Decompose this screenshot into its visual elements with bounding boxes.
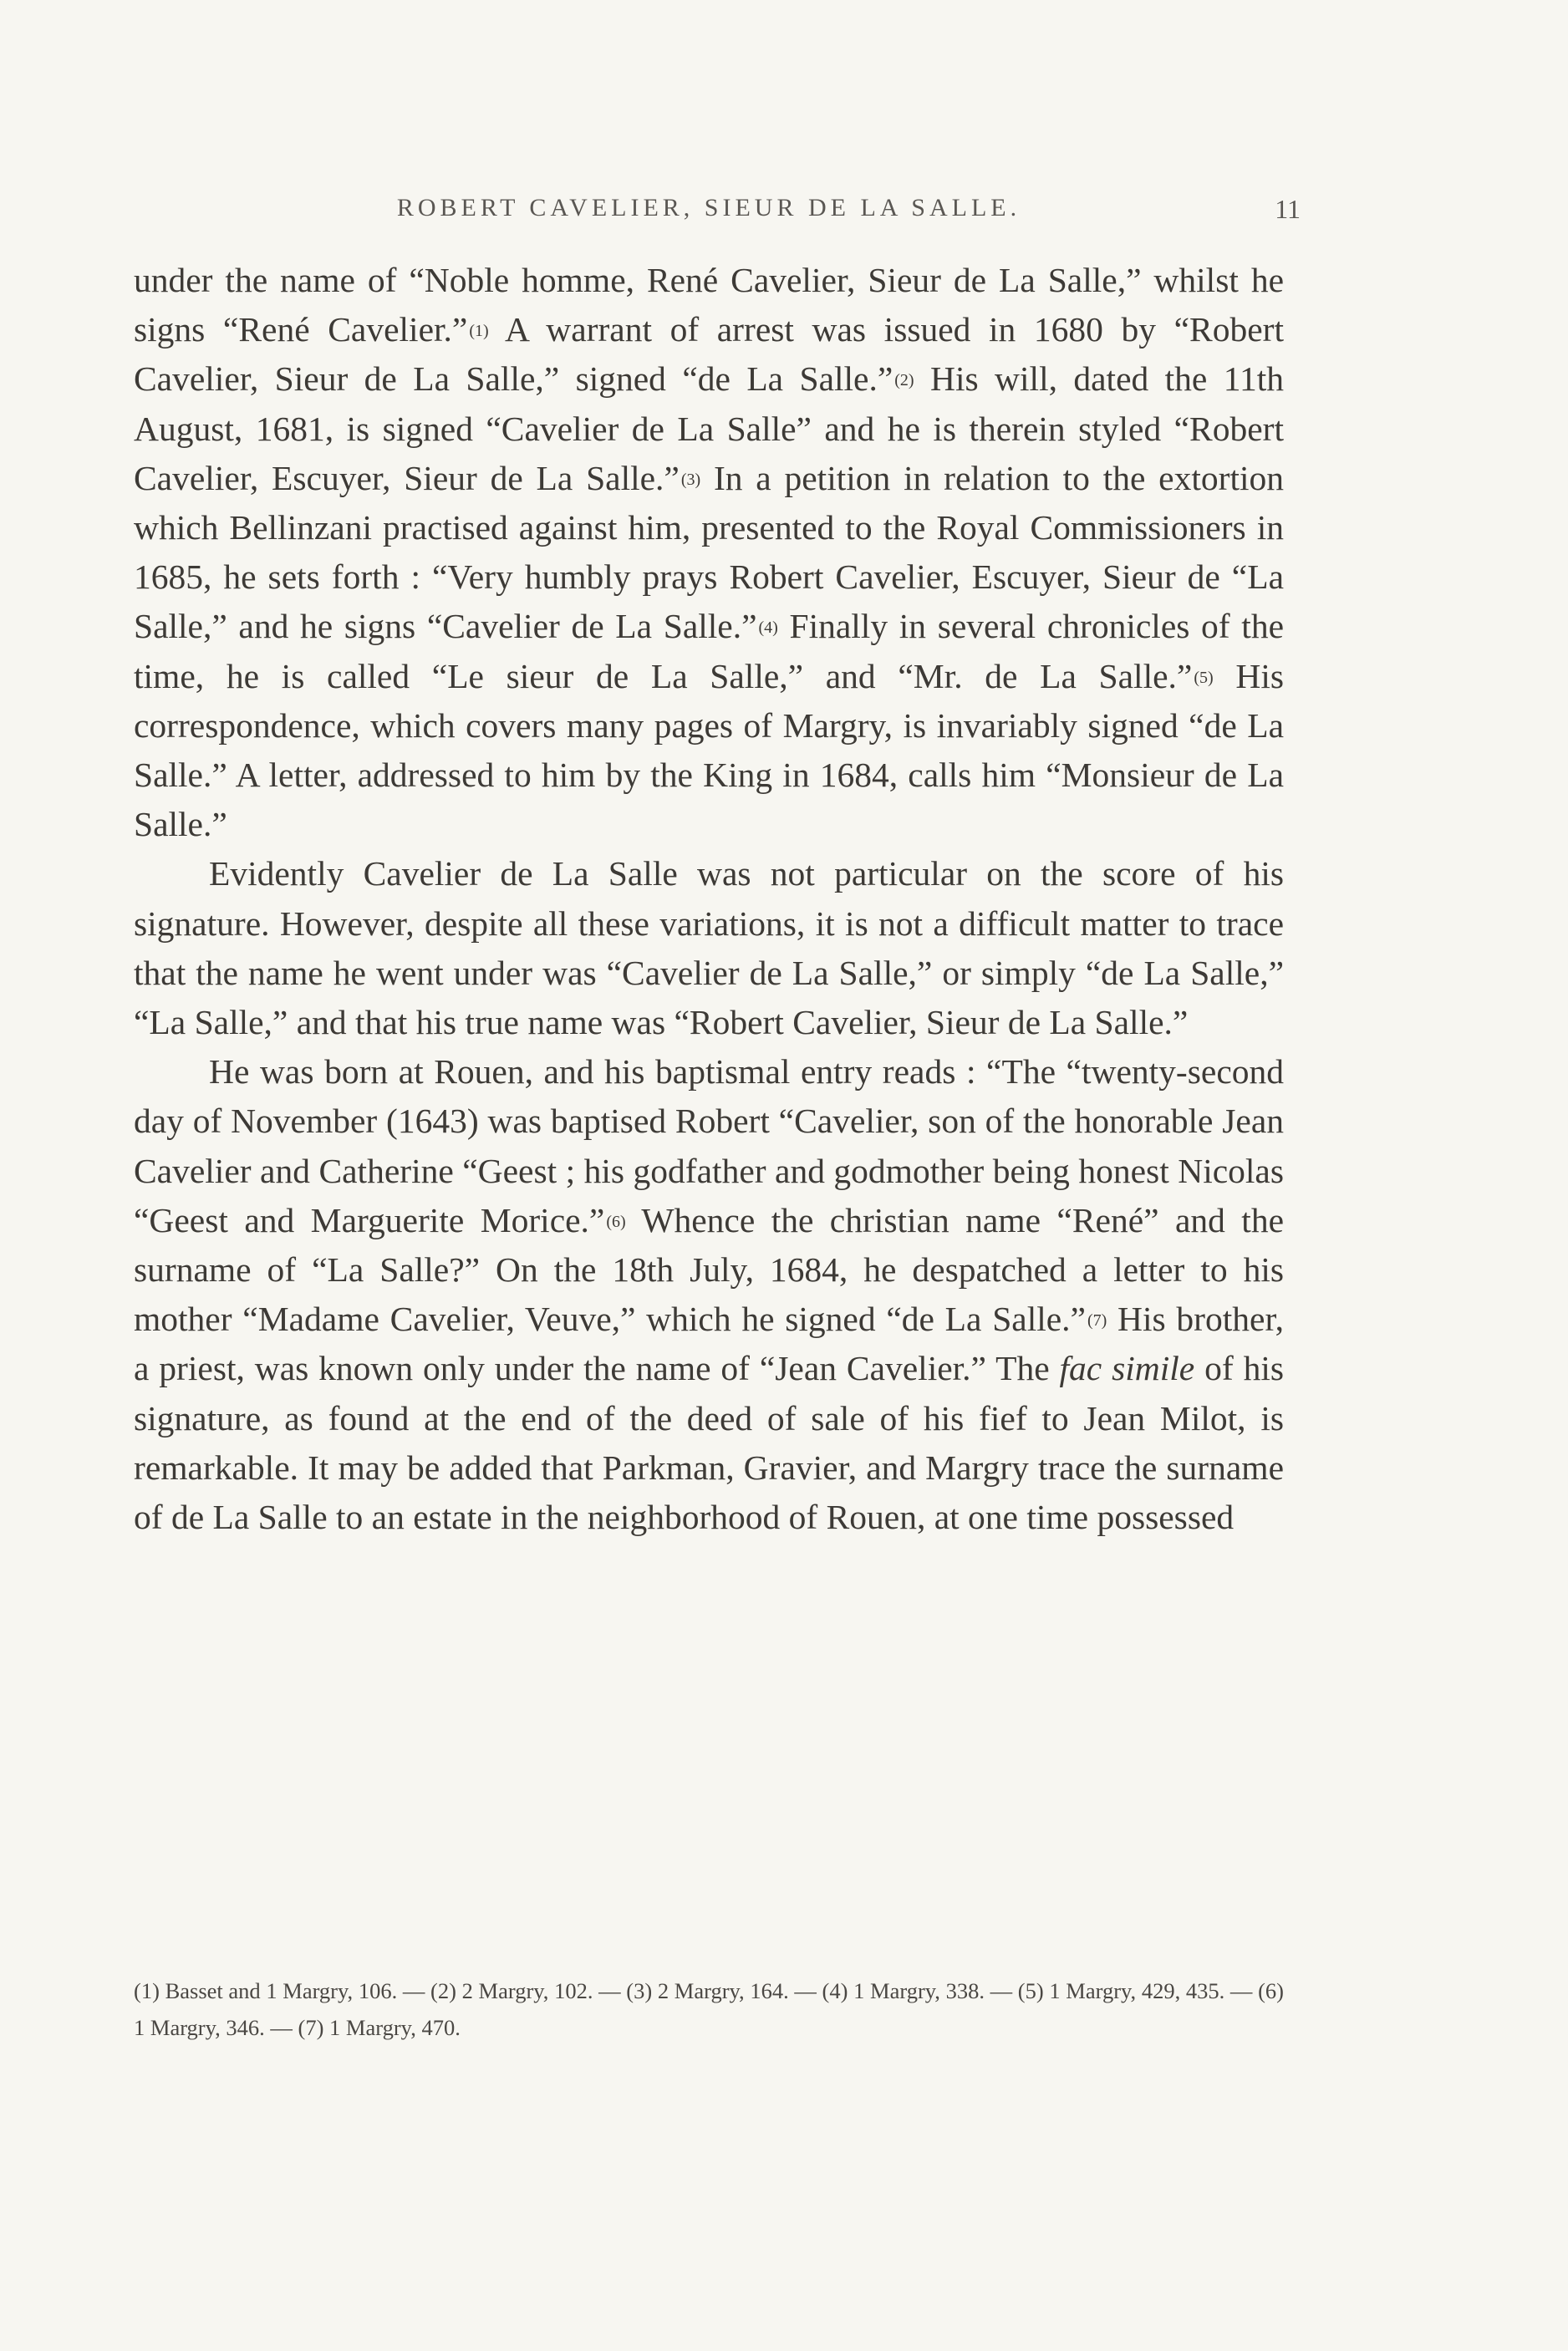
body-text	[134, 256, 1284, 1542]
paragraph-1: under the name of “Noble homme, René Cavelier, Sieur de La Salle,” whilst he signs “René Cavelier.” $^{(1)}$ A warrant of arrest was issued in 1680 by “Robert Cavelier, Sieur de La Salle,” signed “de La Salle.” $^{(2)}$ His will, dated the 11th August, 1681, is signed “Cavelier de La Salle” and he is therein styled “Robert Cavelier, Escuyer, Sieur de La Salle.” $^{(3)}$ In a petition in relation to the extortion which Bellinzani practised against him, presented to the Royal Commissioners in 1685, he sets forth : “Very humbly prays Robert Cavelier, Escuyer, Sieur de “La Salle,” and he signs “Cavelier de La Salle.” $^{(4)}$ Finally in several chronicles of the time, he is called “Le sieur de La Salle,” and “Mr. de La Salle.” $^{(5)}$ His correspondence, which covers many pages of Margry, is invariably signed “de La Salle.” A letter, addressed to him by the King in 1684, calls him “Monsieur de La Salle.”	[134, 261, 1285, 844]
page-number: 11	[1275, 194, 1301, 224]
running-head	[134, 194, 1301, 227]
italic-text: fac simile	[1059, 1349, 1195, 1388]
footnote-ref: (2)	[894, 371, 914, 390]
running-title: ROBERT CAVELIER, SIEUR DE LA SALLE.	[396, 194, 1021, 221]
footnote-ref: (5)	[1194, 668, 1214, 687]
footnote-ref: (1)	[469, 322, 489, 341]
paragraph-2: Evidently Cavelier de La Salle was not particular on the score of his signature. However, despite all these variations, it is not a difficult matter to trace that the name he went under was “Cavelier de La Salle,” or simply “de La Salle,” “La Salle,” and that his true name was “Robert Cavelier, Sieur de La Salle.”	[134, 854, 1284, 1042]
footnote-ref: (3)	[680, 470, 701, 489]
footnote-ref: (7)	[1087, 1311, 1107, 1331]
footnote-ref: (6)	[606, 1212, 626, 1231]
footnotes: (1) Basset and 1 Margry, 106. — (2) 2 Margry, 102. — (3) 2 Margry, 164. — (4) 1 Margry, 338. — (5) 1 Margry, 429, 435. — (6) 1 Margry, 346. — (7) 1 Margry, 470.	[134, 1978, 1284, 2040]
paragraph-3: He was born at Rouen, and his baptismal entry reads : “The “twenty-second day of November (1643) was baptised Robert “Cavelier, son of the honorable Jean Cavelier and Catherine “Geest ; his godfather and godmother being honest Nicolas “Geest and Marguerite Morice.” $^{(6)}$ Whence the christian name “René” and the surname of “La Salle?” On the 18th July, 1684, he despatched a letter to his mother “Madame Cavelier, Veuve,” which he signed “de La Salle.” $^{(7)}$ His brother, a priest, was known only under the name of “Jean Cavelier.” The fac simile of his signature, as found at the end of the deed of sale of his fief to Jean Milot, is remarkable. It may be added that Parkman, Gravier, and Margry trace the surname of de La Salle to an estate in the neighborhood of Rouen, at one time possessed	[134, 1052, 1284, 1537]
footnote-ref: (4)	[758, 618, 778, 638]
